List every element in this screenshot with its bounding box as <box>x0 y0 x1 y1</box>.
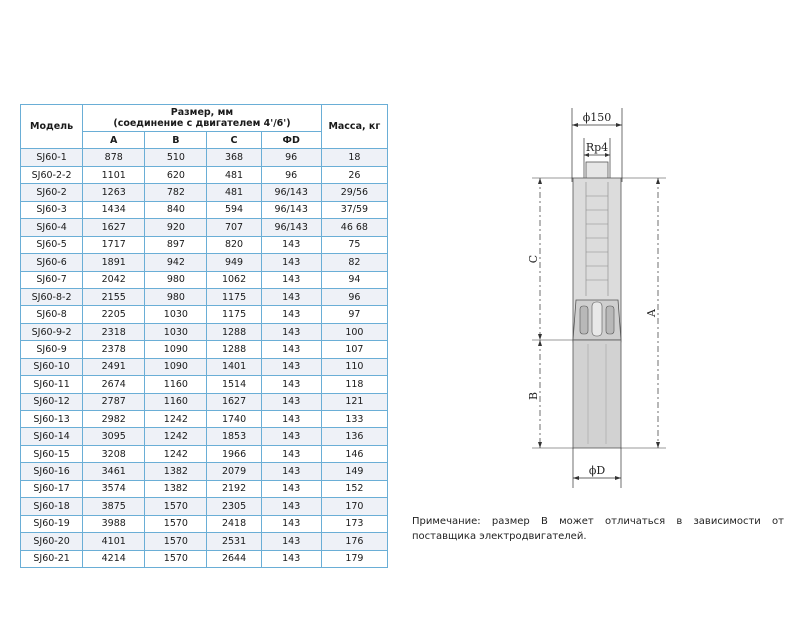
cell-b: 510 <box>145 149 207 166</box>
cell-b: 1242 <box>145 411 207 428</box>
cell-d: 143 <box>261 236 321 253</box>
table-row <box>21 393 388 410</box>
cell-a: 1891 <box>83 254 145 271</box>
cell-a: 3461 <box>83 463 145 480</box>
cell-model: SJ60-18 <box>21 498 83 515</box>
cell-b: 942 <box>145 254 207 271</box>
cell-b: 1242 <box>145 445 207 462</box>
cell-a: 3208 <box>83 445 145 462</box>
cell-b: 1160 <box>145 393 207 410</box>
header-col-c: C <box>207 132 261 149</box>
cell-d: 143 <box>261 533 321 550</box>
cell-b: 1570 <box>145 550 207 567</box>
cell-mass: 133 <box>321 411 387 428</box>
cell-b: 1090 <box>145 341 207 358</box>
header-col-b: B <box>145 132 207 149</box>
cell-model: SJ60-7 <box>21 271 83 288</box>
cell-b: 980 <box>145 288 207 305</box>
cell-b: 1242 <box>145 428 207 445</box>
table-body <box>21 149 388 568</box>
table-row <box>21 550 388 567</box>
cell-mass: 94 <box>321 271 387 288</box>
dim-phid <box>573 448 621 488</box>
cell-mass: 75 <box>321 236 387 253</box>
header-col-d: ФD <box>261 132 321 149</box>
cell-d: 143 <box>261 358 321 375</box>
cell-a: 4101 <box>83 533 145 550</box>
cell-c: 1062 <box>207 271 261 288</box>
cell-a: 1627 <box>83 219 145 236</box>
cell-b: 1030 <box>145 323 207 340</box>
cell-mass: 110 <box>321 358 387 375</box>
cell-mass: 26 <box>321 166 387 183</box>
cell-c: 2418 <box>207 515 261 532</box>
cell-model: SJ60-9 <box>21 341 83 358</box>
table-row <box>21 149 388 166</box>
cell-b: 840 <box>145 201 207 218</box>
cell-d: 143 <box>261 341 321 358</box>
cell-a: 3988 <box>83 515 145 532</box>
table-row <box>21 480 388 497</box>
cell-a: 1101 <box>83 166 145 183</box>
pump-drawing <box>510 100 680 500</box>
cell-mass: 29/56 <box>321 184 387 201</box>
cell-c: 1627 <box>207 393 261 410</box>
cell-mass: 82 <box>321 254 387 271</box>
label-b: B <box>527 391 540 401</box>
cell-mass: 152 <box>321 480 387 497</box>
cell-a: 2491 <box>83 358 145 375</box>
cell-a: 3574 <box>83 480 145 497</box>
cell-d: 143 <box>261 480 321 497</box>
header-col-a: A <box>83 132 145 149</box>
cell-b: 1030 <box>145 306 207 323</box>
cell-a: 1263 <box>83 184 145 201</box>
dim-c <box>527 178 573 340</box>
cell-c: 368 <box>207 149 261 166</box>
table-row <box>21 463 388 480</box>
cell-c: 949 <box>207 254 261 271</box>
cell-d: 143 <box>261 254 321 271</box>
cell-b: 782 <box>145 184 207 201</box>
cell-a: 2318 <box>83 323 145 340</box>
cell-mass: 97 <box>321 306 387 323</box>
cell-c: 481 <box>207 166 261 183</box>
cell-d: 143 <box>261 445 321 462</box>
cell-b: 1570 <box>145 533 207 550</box>
dim-a <box>621 178 666 448</box>
cell-b: 1090 <box>145 358 207 375</box>
cell-c: 1288 <box>207 323 261 340</box>
table-row <box>21 411 388 428</box>
cell-a: 3875 <box>83 498 145 515</box>
cell-a: 2378 <box>83 341 145 358</box>
table-row <box>21 166 388 183</box>
cell-model: SJ60-8 <box>21 306 83 323</box>
cell-d: 143 <box>261 376 321 393</box>
cell-model: SJ60-20 <box>21 533 83 550</box>
table-row <box>21 184 388 201</box>
cell-b: 620 <box>145 166 207 183</box>
table-row <box>21 515 388 532</box>
cell-b: 1570 <box>145 515 207 532</box>
cell-model: SJ60-10 <box>21 358 83 375</box>
table-row <box>21 341 388 358</box>
cell-b: 1382 <box>145 463 207 480</box>
cell-d: 143 <box>261 288 321 305</box>
cell-d: 96 <box>261 166 321 183</box>
cell-a: 2674 <box>83 376 145 393</box>
cell-b: 1570 <box>145 498 207 515</box>
cell-model: SJ60-9-2 <box>21 323 83 340</box>
table-row <box>21 498 388 515</box>
cell-d: 143 <box>261 393 321 410</box>
table-row <box>21 358 388 375</box>
cell-d: 96/143 <box>261 201 321 218</box>
cell-b: 920 <box>145 219 207 236</box>
cell-c: 1514 <box>207 376 261 393</box>
cell-model: SJ60-14 <box>21 428 83 445</box>
cell-a: 878 <box>83 149 145 166</box>
cell-a: 4214 <box>83 550 145 567</box>
cell-a: 2155 <box>83 288 145 305</box>
table-row <box>21 445 388 462</box>
cell-a: 2205 <box>83 306 145 323</box>
cell-model: SJ60-6 <box>21 254 83 271</box>
cell-model: SJ60-8-2 <box>21 288 83 305</box>
cell-c: 1966 <box>207 445 261 462</box>
header-size-line1: Размер, мм <box>170 107 234 118</box>
cell-mass: 170 <box>321 498 387 515</box>
cell-c: 707 <box>207 219 261 236</box>
cell-b: 897 <box>145 236 207 253</box>
cell-c: 594 <box>207 201 261 218</box>
cell-c: 1401 <box>207 358 261 375</box>
cell-mass: 173 <box>321 515 387 532</box>
cell-model: SJ60-17 <box>21 480 83 497</box>
header-model: Модель <box>21 105 83 149</box>
cell-mass: 107 <box>321 341 387 358</box>
cell-d: 143 <box>261 428 321 445</box>
cell-d: 96/143 <box>261 219 321 236</box>
label-c: C <box>527 254 540 264</box>
pump-body <box>573 162 621 448</box>
label-a: A <box>645 309 658 317</box>
cell-d: 143 <box>261 498 321 515</box>
cell-c: 1853 <box>207 428 261 445</box>
cell-c: 2305 <box>207 498 261 515</box>
cell-d: 143 <box>261 306 321 323</box>
cell-mass: 176 <box>321 533 387 550</box>
dim-b <box>527 340 573 448</box>
label-phid: ϕD <box>588 464 606 477</box>
cell-d: 143 <box>261 411 321 428</box>
cell-c: 2079 <box>207 463 261 480</box>
table-row <box>21 376 388 393</box>
table-row <box>21 533 388 550</box>
cell-mass: 149 <box>321 463 387 480</box>
cell-model: SJ60-3 <box>21 201 83 218</box>
cell-d: 143 <box>261 463 321 480</box>
cell-mass: 100 <box>321 323 387 340</box>
cell-a: 2982 <box>83 411 145 428</box>
cell-c: 1175 <box>207 288 261 305</box>
table-row <box>21 236 388 253</box>
cell-mass: 118 <box>321 376 387 393</box>
cell-mass: 146 <box>321 445 387 462</box>
cell-model: SJ60-11 <box>21 376 83 393</box>
cell-model: SJ60-21 <box>21 550 83 567</box>
cell-d: 143 <box>261 515 321 532</box>
cell-model: SJ60-19 <box>21 515 83 532</box>
cell-b: 980 <box>145 271 207 288</box>
label-rp4: Rp4 <box>585 141 609 154</box>
cell-model: SJ60-12 <box>21 393 83 410</box>
table-row <box>21 288 388 305</box>
cell-mass: 179 <box>321 550 387 567</box>
cell-a: 1717 <box>83 236 145 253</box>
cell-model: SJ60-2-2 <box>21 166 83 183</box>
cell-c: 1175 <box>207 306 261 323</box>
table-row <box>21 271 388 288</box>
cell-mass: 18 <box>321 149 387 166</box>
cell-b: 1160 <box>145 376 207 393</box>
cell-mass: 121 <box>321 393 387 410</box>
cell-model: SJ60-2 <box>21 184 83 201</box>
table-row <box>21 428 388 445</box>
label-phi150: ϕ150 <box>582 111 612 124</box>
cell-mass: 46 68 <box>321 219 387 236</box>
table-row <box>21 254 388 271</box>
cell-model: SJ60-1 <box>21 149 83 166</box>
cell-c: 2531 <box>207 533 261 550</box>
pump-spec-table <box>20 104 388 568</box>
cell-d: 143 <box>261 323 321 340</box>
cell-c: 1288 <box>207 341 261 358</box>
cell-model: SJ60-13 <box>21 411 83 428</box>
cell-d: 143 <box>261 550 321 567</box>
cell-d: 96/143 <box>261 184 321 201</box>
cell-c: 1740 <box>207 411 261 428</box>
cell-c: 2192 <box>207 480 261 497</box>
cell-a: 3095 <box>83 428 145 445</box>
header-size-group <box>83 105 322 132</box>
cell-d: 143 <box>261 271 321 288</box>
cell-d: 96 <box>261 149 321 166</box>
footnote: Примечание: размер B может отличаться в зависимости от поставщика электродвигателей. <box>412 516 784 542</box>
cell-a: 2787 <box>83 393 145 410</box>
header-mass: Масса, кг <box>321 105 387 149</box>
cell-a: 2042 <box>83 271 145 288</box>
table-row <box>21 201 388 218</box>
table-row <box>21 306 388 323</box>
cell-mass: 136 <box>321 428 387 445</box>
cell-model: SJ60-4 <box>21 219 83 236</box>
table-row <box>21 219 388 236</box>
cell-c: 820 <box>207 236 261 253</box>
cell-model: SJ60-15 <box>21 445 83 462</box>
cell-c: 481 <box>207 184 261 201</box>
header-size-line2: (соединение с двигателем 4'/6') <box>113 118 291 129</box>
cell-model: SJ60-16 <box>21 463 83 480</box>
cell-b: 1382 <box>145 480 207 497</box>
cell-a: 1434 <box>83 201 145 218</box>
cell-mass: 96 <box>321 288 387 305</box>
cell-c: 2644 <box>207 550 261 567</box>
cell-model: SJ60-5 <box>21 236 83 253</box>
cell-mass: 37/59 <box>321 201 387 218</box>
table-row <box>21 323 388 340</box>
